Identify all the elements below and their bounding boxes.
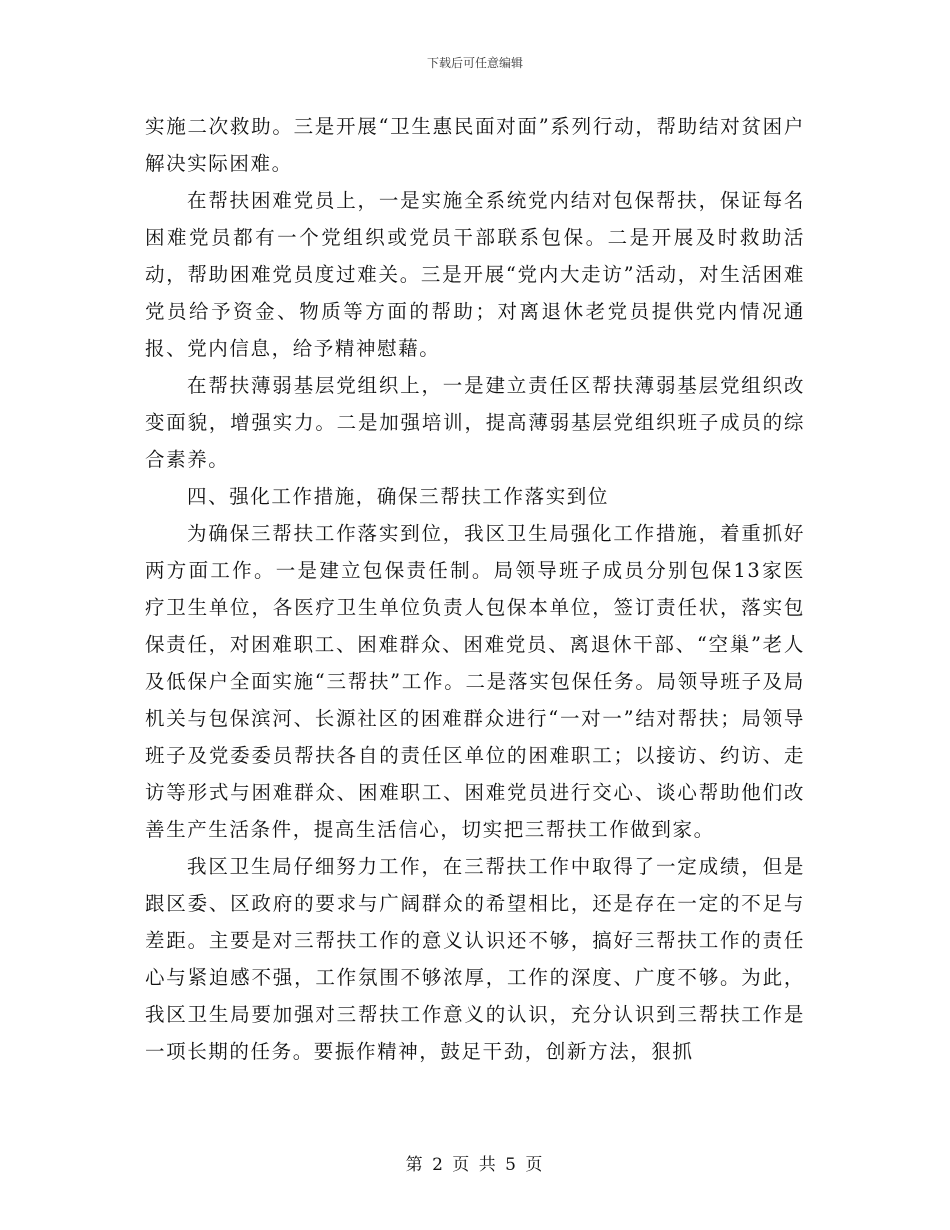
paragraph-3: 在帮扶薄弱基层党组织上，一是建立责任区帮扶薄弱基层党组织改变面貌，增强实力。二是加强培训，提高薄弱基层党组织班子成员的综合素养。	[145, 374, 805, 471]
paragraph-4: 为确保三帮扶工作落实到位，我区卫生局强化工作措施，着重抓好两方面工作。一是建立包保责任制。局领导班子成员分别包保13家医疗卫生单位，各医疗卫生单位负责人包保本单位，签订责任状，落实包保责任，对困难职工、困难群众、困难党员、离退休干部、“空巢”老人及低保户全面实施“三帮扶”工作。二是落实包保任务。局领导班子及局机关与包保滨河、长源社区的困难群众进行“一对一”结对帮扶；局领导班子及党委委员帮扶各自的责任区单位的困难职工；以接访、约访、走访等形式与困难群众、困难职工、困难党员进行交心、谈心帮助他们改善生产生活条件，提高生活信心，切实把三帮扶工作做到家。	[145, 522, 805, 841]
document-body	[145, 108, 805, 1070]
paragraph-5: 我区卫生局仔细努力工作，在三帮扶工作中取得了一定成绩，但是跟区委、区政府的要求与广阔群众的希望相比，还是存在一定的不足与差距。主要是对三帮扶工作的意义认识还不够，搞好三帮扶工作的责任心与紧迫感不强，工作氛围不够浓厚，工作的深度、广度不够。为此，我区卫生局要加强对三帮扶工作意义的认识，充分认识到三帮扶工作是一项长期的任务。要振作精神，鼓足干劲，创新方法，狠抓	[145, 855, 805, 1063]
paragraph-2: 在帮扶困难党员上，一是实施全系统党内结对包保帮扶，保证每名困难党员都有一个党组织或党员干部联系包保。二是开展及时救助活动，帮助困难党员度过难关。三是开展“党内大走访”活动，对生活困难党员给予资金、物质等方面的帮助；对离退休老党员提供党内情况通报、党内信息，给予精神慰藉。	[145, 189, 805, 360]
page-number: 第 2 页 共 5 页	[405, 1155, 545, 1175]
section-heading: 四、强化工作措施，确保三帮扶工作落实到位	[187, 485, 610, 508]
page-header: 下载后可任意编辑	[426, 56, 523, 70]
paragraph-1: 实施二次救助。三是开展“卫生惠民面对面”系列行动，帮助结对贫困户解决实际困难。	[145, 115, 805, 175]
